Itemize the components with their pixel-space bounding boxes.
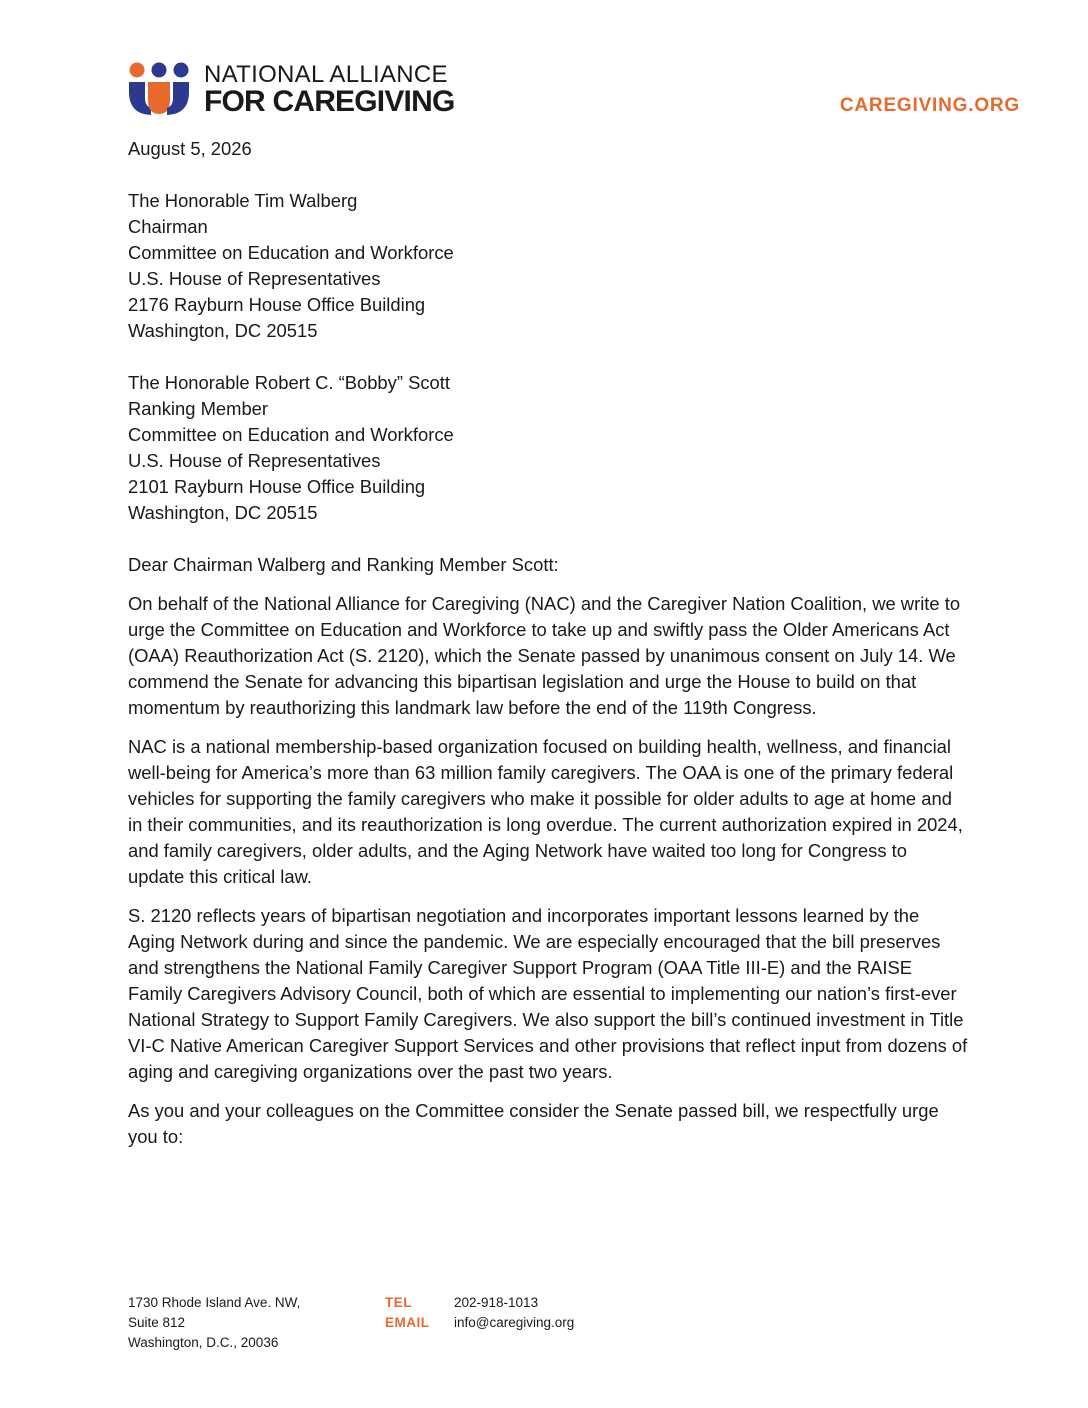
address-line: The Honorable Robert C. “Bobby” Scott <box>128 372 450 393</box>
address-line: Washington, DC 20515 <box>128 320 318 341</box>
tel-label: TEL <box>385 1295 412 1310</box>
salutation: Dear Chairman Walberg and Ranking Member Scott: <box>128 554 559 575</box>
nac-logo <box>128 62 478 116</box>
email-label: EMAIL <box>385 1315 430 1330</box>
body-paragraph: S. 2120 reflects years of bipartisan negotiation and incorporates important lessons learned by the Aging Network during and since the pandemic. We are especially encouraged that the bill preserves and strengthens the National Family Caregiver Support Program (OAA Title III-E) and the RAISE Family Caregivers Advisory Council, both of which are essential to implementing our nation’s first-ever National Strategy to Support Family Caregivers. We also support the bill’s continued investment in Title VI-C Native American Caregiver Support Services and other provisions that reflect input from dozens of aging and caregiving organizations over the past two years. <box>128 905 968 1082</box>
address-line: Chairman <box>128 216 208 237</box>
recipient-address-chairman <box>128 188 968 344</box>
body-paragraph: NAC is a national membership-based organization focused on building health, wellness, and financial well-being for America’s more than 63 million family caregivers. The OAA is one of the primary federal vehicles for supporting the family caregivers who make it possible for older adults to age at home and in their communities, and its reauthorization is long overdue. The current authorization expired in 2024, and family caregivers, older adults, and the Aging Network have waited too long for Congress to update this critical law. <box>128 736 963 887</box>
letter-body <box>128 136 968 1163</box>
letter-date: August 5, 2026 <box>128 138 252 159</box>
address-line: 2101 Rayburn House Office Building <box>128 476 426 497</box>
website-link[interactable]: CAREGIVING.ORG <box>839 95 1020 116</box>
footer-contact-labels <box>385 1293 430 1333</box>
logo-line-for-caregiving: FOR CAREGIVING <box>204 85 455 118</box>
body-paragraph: As you and your colleagues on the Committee consider the Senate passed bill, we respectfully urge you to: <box>128 1100 939 1147</box>
footer-address-line: Suite 812 <box>128 1315 186 1330</box>
footer-contact-values <box>454 1293 574 1333</box>
footer-address <box>128 1293 300 1353</box>
phone-number[interactable]: 202-918-1013 <box>454 1295 539 1310</box>
footer-address-line: Washington, D.C., 20036 <box>128 1335 279 1350</box>
address-line: U.S. House of Representatives <box>128 450 381 471</box>
logo-line-national-alliance: NATIONAL ALLIANCE <box>204 61 448 88</box>
address-line: The Honorable Tim Walberg <box>128 190 358 211</box>
email-address[interactable]: info@caregiving.org <box>454 1315 575 1330</box>
address-line: Ranking Member <box>128 398 269 419</box>
nac-logo-icon <box>128 62 190 116</box>
address-line: Committee on Education and Workforce <box>128 242 454 263</box>
body-paragraph: On behalf of the National Alliance for Caregiving (NAC) and the Caregiver Nation Coalition, we write to urge the Committee on Education and Workforce to take up and swiftly pass the Older Americans Act (OAA) Reauthorization Act (S. 2120), which the Senate passed by unanimous consent on July 14. We commend the Senate for advancing this bipartisan legislation and urge the House to build on that momentum by reauthorizing this landmark law before the end of the 119th Congress. <box>128 593 961 718</box>
address-line: Washington, DC 20515 <box>128 502 318 523</box>
address-line: Committee on Education and Workforce <box>128 424 454 445</box>
address-line: 2176 Rayburn House Office Building <box>128 294 426 315</box>
recipient-address-ranking-member <box>128 370 968 526</box>
address-line: U.S. House of Representatives <box>128 268 381 289</box>
footer-address-line: 1730 Rhode Island Ave. NW, <box>128 1295 301 1310</box>
